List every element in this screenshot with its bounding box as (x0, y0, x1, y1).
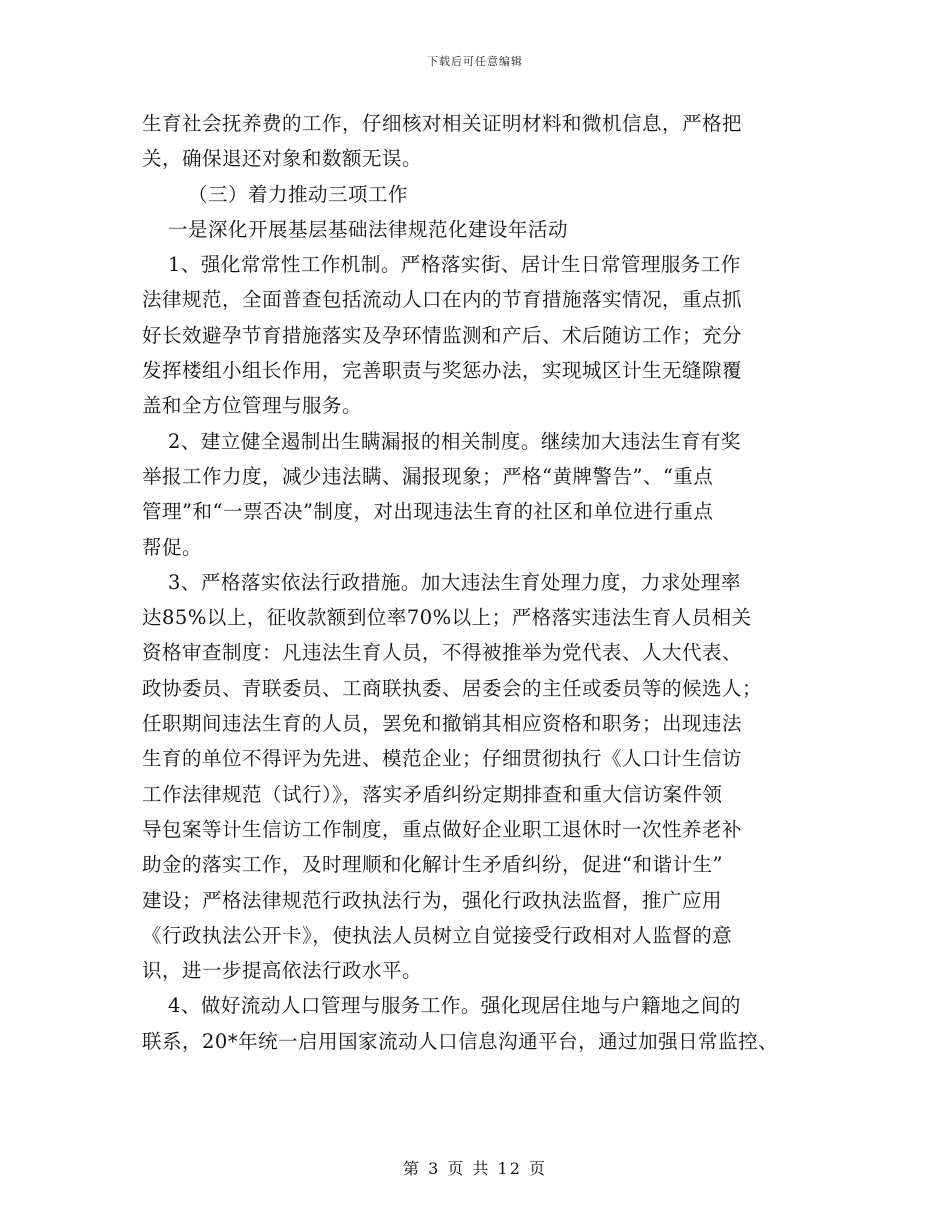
body-line: 帮促。 (142, 535, 203, 559)
body-line: 政协委员、青联委员、工商联执委、居委会的主任或委员等的候选人； (142, 676, 763, 700)
section-heading: （三）着力推动三项工作 (188, 182, 409, 206)
body-line: 达85%以上，征收款额到位率70%以上；严格落实违法生育人员相关 (142, 606, 752, 630)
body-line: 关，确保退还对象和数额无误。 (142, 147, 423, 171)
page-header: 下载后可任意编辑 (427, 55, 523, 68)
body-line: 助金的落实工作，及时理顺和化解计生矛盾纠纷，促进“和谐计生” (142, 853, 723, 877)
body-line: 2、建立健全遏制出生瞒漏报的相关制度。继续加大违法生育有奖 (168, 429, 741, 453)
body-line: 好长效避孕节育措施落实及孕环情监测和产后、术后随访工作；充分 (142, 323, 743, 347)
body-line: 发挥楼组小组长作用，完善职责与奖惩办法，实现城区计生无缝隙覆 (142, 359, 743, 383)
document-body (142, 106, 822, 1059)
body-line: 任职期间违法生育的人员，罢免和撤销其相应资格和职务；出现违法 (142, 712, 743, 736)
body-line: 4、做好流动人口管理与服务工作。强化现居住地与户籍地之间的 (168, 994, 741, 1018)
body-line: 生育社会抚养费的工作，仔细核对相关证明材料和微机信息，严格把 (142, 112, 743, 135)
body-line: 资格审查制度：凡违法生育人员，不得被推举为党代表、人大代表、 (142, 641, 743, 665)
body-line: 举报工作力度，减少违法瞒、漏报现象；严格“黄牌警告”、“重点 (142, 464, 714, 488)
body-line: 联系，20*年统一启用国家流动人口信息沟通平台，通过加强日常监控、 (142, 1029, 779, 1053)
body-line: 盖和全方位管理与服务。 (142, 394, 363, 418)
body-line: 1、强化常常性工作机制。严格落实街、居计生日常管理服务工作 (168, 253, 741, 277)
subsection-heading: 一是深化开展基层基础法律规范化建设年活动 (168, 217, 569, 241)
body-line: 导包案等计生信访工作制度，重点做好企业职工退休时一次性养老补 (142, 817, 743, 841)
body-line: 工作法律规范（试行）》，落实矛盾纠纷定期排查和重大信访案件领 (142, 782, 723, 806)
body-line: 建设；严格法律规范行政执法行为，强化行政执法监督，推广应用 (142, 888, 723, 912)
body-line: 生育的单位不得评为先进、模范企业；仔细贯彻执行《人口计生信访 (142, 747, 743, 771)
body-line: 识，进一步提高依法行政水平。 (142, 959, 423, 983)
body-line: 法律规范，全面普查包括流动人口在内的节育措施落实情况，重点抓 (142, 288, 743, 312)
body-line: 3、严格落实依法行政措施。加大违法生育处理力度，力求处理率 (168, 570, 741, 594)
page-number-footer: 第 3 页 共 12 页 (403, 1159, 547, 1178)
body-line: 《行政执法公开卡》，使执法人员树立自觉接受行政相对人监督的意 (142, 923, 733, 947)
body-line: 管理”和“一票否决”制度，对出现违法生育的社区和单位进行重点 (142, 500, 714, 524)
